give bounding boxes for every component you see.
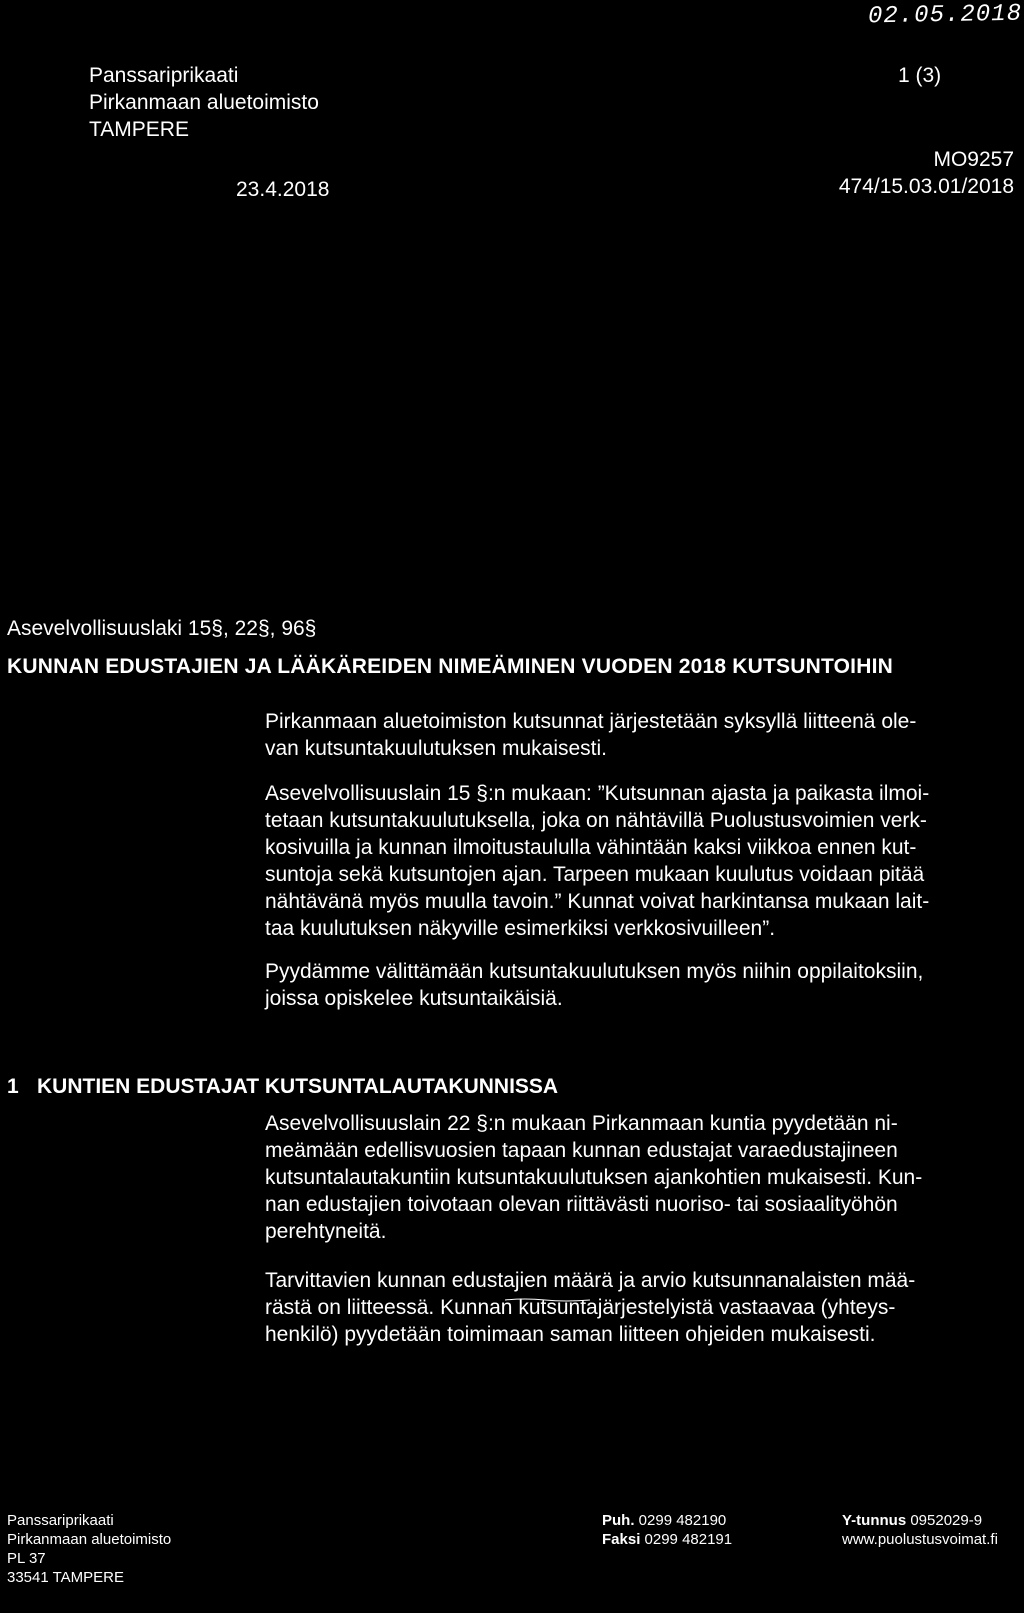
section-title: KUNTIEN EDUSTAJAT KUTSUNTALAUTAKUNNISSA [37, 1075, 559, 1098]
address-line: 33541 TAMPERE [7, 1569, 125, 1586]
paragraph-schools [265, 958, 1017, 1012]
paragraph-intro [265, 708, 1017, 762]
text-line: Pyydämme välittämään kutsuntakuulutuksen myös niihin oppilaitoksiin, [265, 960, 924, 983]
footer-address [7, 1511, 171, 1587]
text-line: meämään edellisvuosien tapaan kunnan edustajat varaedustajineen [265, 1139, 898, 1162]
fax-line [602, 1530, 732, 1549]
text-line: Tarvittavien kunnan edustajien määrä ja arvio kutsunnanalaisten mää- [265, 1269, 916, 1292]
text-line: van kutsuntakuulutuksen mukaisesti. [265, 737, 608, 760]
text-line: kosivuilla ja kunnan ilmoitustaululla vähintään kaksi viikkoa ennen kut- [265, 836, 917, 859]
address-line: Pirkanmaan aluetoimisto [7, 1531, 172, 1548]
document-title: KUNNAN EDUSTAJIEN JA LÄÄKÄREIDEN NIMEÄMINEN VUODEN 2018 KUTSUNTOIHIN [7, 655, 893, 678]
org-line: TAMPERE [89, 118, 189, 141]
org-line: Panssariprikaati [89, 64, 239, 87]
text-line: kutsuntalautakuntiin kutsuntakuulutuksen ajankohtien mukaisesti. Kun- [265, 1166, 923, 1189]
page-number: 1 (3) [898, 64, 942, 87]
reference-line: MO9257 [933, 148, 1014, 171]
text-line: suntoja sekä kutsuntojen ajan. Tarpeen mukaan kuulutus voidaan pitää [265, 863, 925, 886]
reference-numbers [839, 146, 1014, 200]
paragraph-attachment [265, 1267, 1017, 1348]
fax-label: Faksi [602, 1531, 641, 1548]
text-line: nan edustajien toivotaan olevan riittävästi nuoriso- tai sosiaalityöhön [265, 1193, 898, 1216]
received-date-stamp: 02.05.2018 [867, 0, 1023, 31]
text-line: perehtyneitä. [265, 1220, 387, 1243]
footer-contact [602, 1511, 732, 1549]
law-reference: Asevelvollisuuslaki 15§, 22§, 96§ [7, 617, 317, 640]
text-line: tetaan kutsuntakuulutuksella, joka on nähtävillä Puolustusvoimien verk- [265, 809, 927, 832]
ytunnus-label: Y-tunnus [842, 1512, 907, 1529]
footer-business-info [842, 1511, 998, 1549]
address-line: PL 37 [7, 1550, 46, 1567]
text-line: Asevelvollisuuslain 15 §:n mukaan: ”Kutsunnan ajasta ja paikasta ilmoi- [265, 782, 930, 805]
paragraph-municipal-reps [265, 1110, 1017, 1245]
paragraph-law-quote [265, 780, 1017, 942]
text-line: Asevelvollisuuslain 22 §:n mukaan Pirkanmaan kuntia pyydetään ni- [265, 1112, 898, 1135]
text-line: henkilö) pyydetään toimimaan saman liitteen ohjeiden mukaisesti. [265, 1323, 876, 1346]
text-line: Pirkanmaan aluetoimiston kutsunnat järjestetään syksyllä liitteenä ole- [265, 710, 917, 733]
handwritten-mark [505, 1298, 590, 1302]
phone-number: 0299 482190 [638, 1512, 727, 1529]
phone-line [602, 1511, 732, 1530]
phone-label: Puh. [602, 1512, 635, 1529]
org-line: Pirkanmaan aluetoimisto [89, 91, 319, 114]
text-line: joissa opiskelee kutsuntaikäisiä. [265, 987, 563, 1010]
sender-organization [89, 62, 319, 143]
fax-number: 0299 482191 [644, 1531, 733, 1548]
text-line: nähtävänä myös muulla tavoin.” Kunnat voivat harkintansa mukaan lait- [265, 890, 930, 913]
text-line: rästä on liitteessä. Kunnan kutsuntajärjestelyistä vastaavaa (yhteys- [265, 1296, 896, 1319]
address-line: Panssariprikaati [7, 1512, 114, 1529]
document-date: 23.4.2018 [236, 178, 330, 201]
text-line: taa kuulutuksen näkyville esimerkiksi verkkosivuilleen”. [265, 917, 776, 940]
website-link[interactable]: www.puolustusvoimat.fi [842, 1531, 998, 1548]
reference-line: 474/15.03.01/2018 [838, 175, 1014, 198]
section-number: 1 [7, 1075, 19, 1098]
ytunnus-line [842, 1511, 998, 1530]
ytunnus-value: 0952029-9 [910, 1512, 983, 1529]
